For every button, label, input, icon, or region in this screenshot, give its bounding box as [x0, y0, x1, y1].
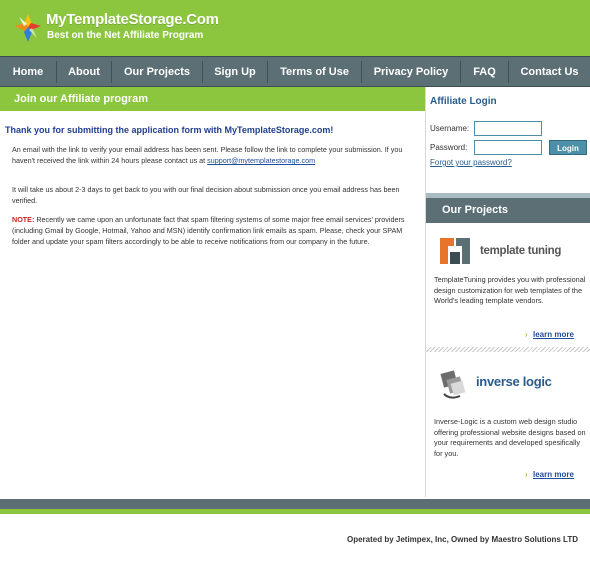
password-input[interactable] — [474, 140, 542, 155]
learn-more-arrow-icon: › — [525, 330, 528, 339]
inverse-logic-name-text: inverse logic — [476, 374, 552, 389]
nav-home[interactable]: Home — [12, 66, 44, 78]
site-tagline: Best on the Net Affiliate Program — [47, 30, 204, 41]
verification-text: An email with the link to verify your email address has been sent. Please follow the link to complete your submission. If you haven't received the link within 24 hours please contact us at — [12, 145, 403, 165]
template-tuning-name: template tuning — [480, 245, 562, 257]
nav-our-projects[interactable]: Our Projects — [123, 66, 191, 78]
template-tuning-description: TemplateTuning provides you with professional design customization for web templates of the World's leading template vendors. — [434, 275, 586, 305]
nav-sign-up[interactable]: Sign Up — [214, 66, 256, 78]
projects-header-bar — [426, 198, 590, 223]
projects-title: Our Projects — [442, 204, 509, 216]
section-title: Join our Affiliate program — [14, 93, 149, 105]
template-tuning-logo[interactable] — [438, 235, 568, 269]
footer-bar-dark — [0, 499, 590, 509]
inverse-logic-icon — [438, 366, 472, 402]
site-title[interactable]: MyTemplateStorage.Com — [46, 11, 219, 28]
main-nav — [0, 56, 590, 87]
footer-credits: Operated by Jetimpex, Inc, Owned by Maestro Solutions LTD — [346, 535, 578, 544]
nav-contact-us[interactable]: Contact Us — [520, 66, 579, 78]
spam-note-paragraph — [12, 214, 417, 247]
template-tuning-icon — [438, 235, 474, 269]
template-tuning-learn-more-link[interactable]: learn more — [533, 330, 574, 339]
thank-you-heading: Thank you for submitting the application form with MyTemplateStorage.com! — [5, 125, 334, 135]
inverse-logic-logo[interactable] — [438, 366, 568, 400]
nav-about[interactable]: About — [68, 66, 100, 78]
learn-more-arrow-icon: › — [525, 470, 528, 479]
inverse-logic-learn-more-link[interactable]: learn more — [533, 470, 574, 479]
review-time-paragraph: It will take us about 2-3 days to get back to you with our final decision about submission once you email address has been verified. — [12, 185, 400, 205]
nav-faq[interactable]: FAQ — [473, 66, 496, 78]
verification-paragraph — [12, 144, 417, 166]
forgot-password-link[interactable]: Forgot your password? — [430, 158, 512, 167]
affiliate-login-title: Affiliate Login — [430, 96, 497, 107]
support-email-link[interactable]: support@mytemplatestorage.com — [207, 156, 316, 165]
inverse-logic-name — [476, 374, 552, 389]
pinwheel-logo-icon[interactable] — [13, 12, 43, 44]
password-label: Password: — [430, 143, 468, 152]
username-label: Username: — [430, 124, 470, 133]
footer-bar-green — [0, 509, 590, 514]
login-button[interactable]: Login — [549, 140, 587, 155]
note-label: NOTE: — [12, 215, 35, 224]
sidebar — [425, 87, 590, 497]
section-header-bar — [0, 87, 425, 111]
username-input[interactable] — [474, 121, 542, 136]
note-text: Recently we came upon an unfortunate fact that spam filtering systems of some major free email services' providers (including Gmail by Google, Hotmail, Yahoo and MSN) identify confirmation link emails as spam. Please, check your SPAM folder and update your spam filters accordingly to be able to receive notifications from our company in the future. — [12, 215, 405, 246]
nav-privacy-policy[interactable]: Privacy Policy — [373, 66, 449, 78]
project-divider — [426, 347, 590, 352]
site-header — [0, 0, 590, 56]
nav-terms-of-use[interactable]: Terms of Use — [280, 66, 349, 78]
inverse-logic-description: Inverse-Logic is a custom web design studio offering professional website designs based on your requirements and developed spesifically for you. — [434, 417, 586, 458]
